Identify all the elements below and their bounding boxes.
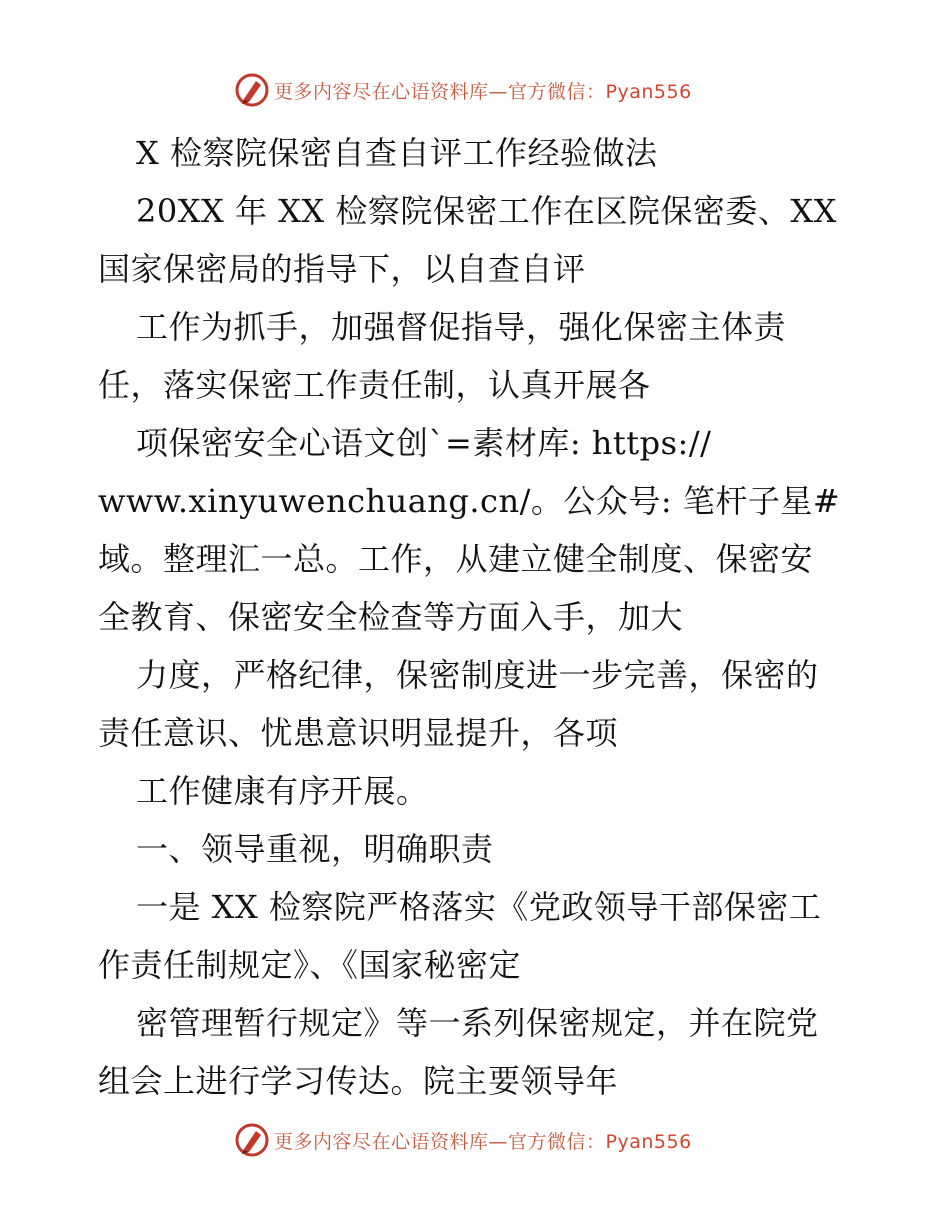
text-line: 责任意识、忧患意识明显提升，各项 — [98, 714, 619, 752]
banner-text: 更多内容尽在心语资料库—官方微信：Pyan556 — [274, 1130, 692, 1153]
document-body — [98, 124, 858, 1110]
text-line: 20XX 年 XX 检察院保密工作在区院保密委、XX — [136, 192, 837, 230]
text-line: 任，落实保密工作责任制，认真开展各 — [98, 366, 651, 404]
text-line: 项保密安全心语文创`=素材库: https:// — [136, 424, 712, 462]
text-line: 国家保密局的指导下，以自查自评 — [98, 250, 586, 288]
text-line: 密管理暂行规定》等一系列保密规定，并在院党 — [136, 1004, 819, 1042]
text-line: X 检察院保密自查自评工作经验做法 — [136, 134, 658, 172]
text-line: 作责任制规定》、《国家秘密定 — [98, 946, 522, 984]
text-line: 域。整理汇一总。工作，从建立健全制度、保密安 — [98, 540, 814, 578]
text-line: 工作为抓手，加强督促指导，强化保密主体责 — [136, 308, 787, 346]
text-line: 一、领导重视，明确职责 — [136, 830, 494, 868]
banner-text: 更多内容尽在心语资料库—官方微信：Pyan556 — [274, 80, 692, 103]
text-line: 工作健康有序开展。 — [136, 772, 429, 810]
pen-logo-icon — [234, 1122, 270, 1158]
text-line: 组会上进行学习传达。院主要领导年 — [98, 1062, 619, 1100]
text-line: 一是 XX 检察院严格落实《党政领导干部保密工 — [136, 888, 822, 926]
footer-watermark-banner — [234, 1120, 692, 1160]
text-line: 力度，严格纪律，保密制度进一步完善，保密的 — [136, 656, 819, 694]
header-watermark-banner — [234, 70, 692, 110]
pen-logo-icon — [234, 72, 270, 108]
text-line: 全教育、保密安全检查等方面入手，加大 — [98, 598, 684, 636]
text-line: www.xinyuwenchuang.cn/。公众号: 笔杆子星# — [98, 482, 841, 520]
